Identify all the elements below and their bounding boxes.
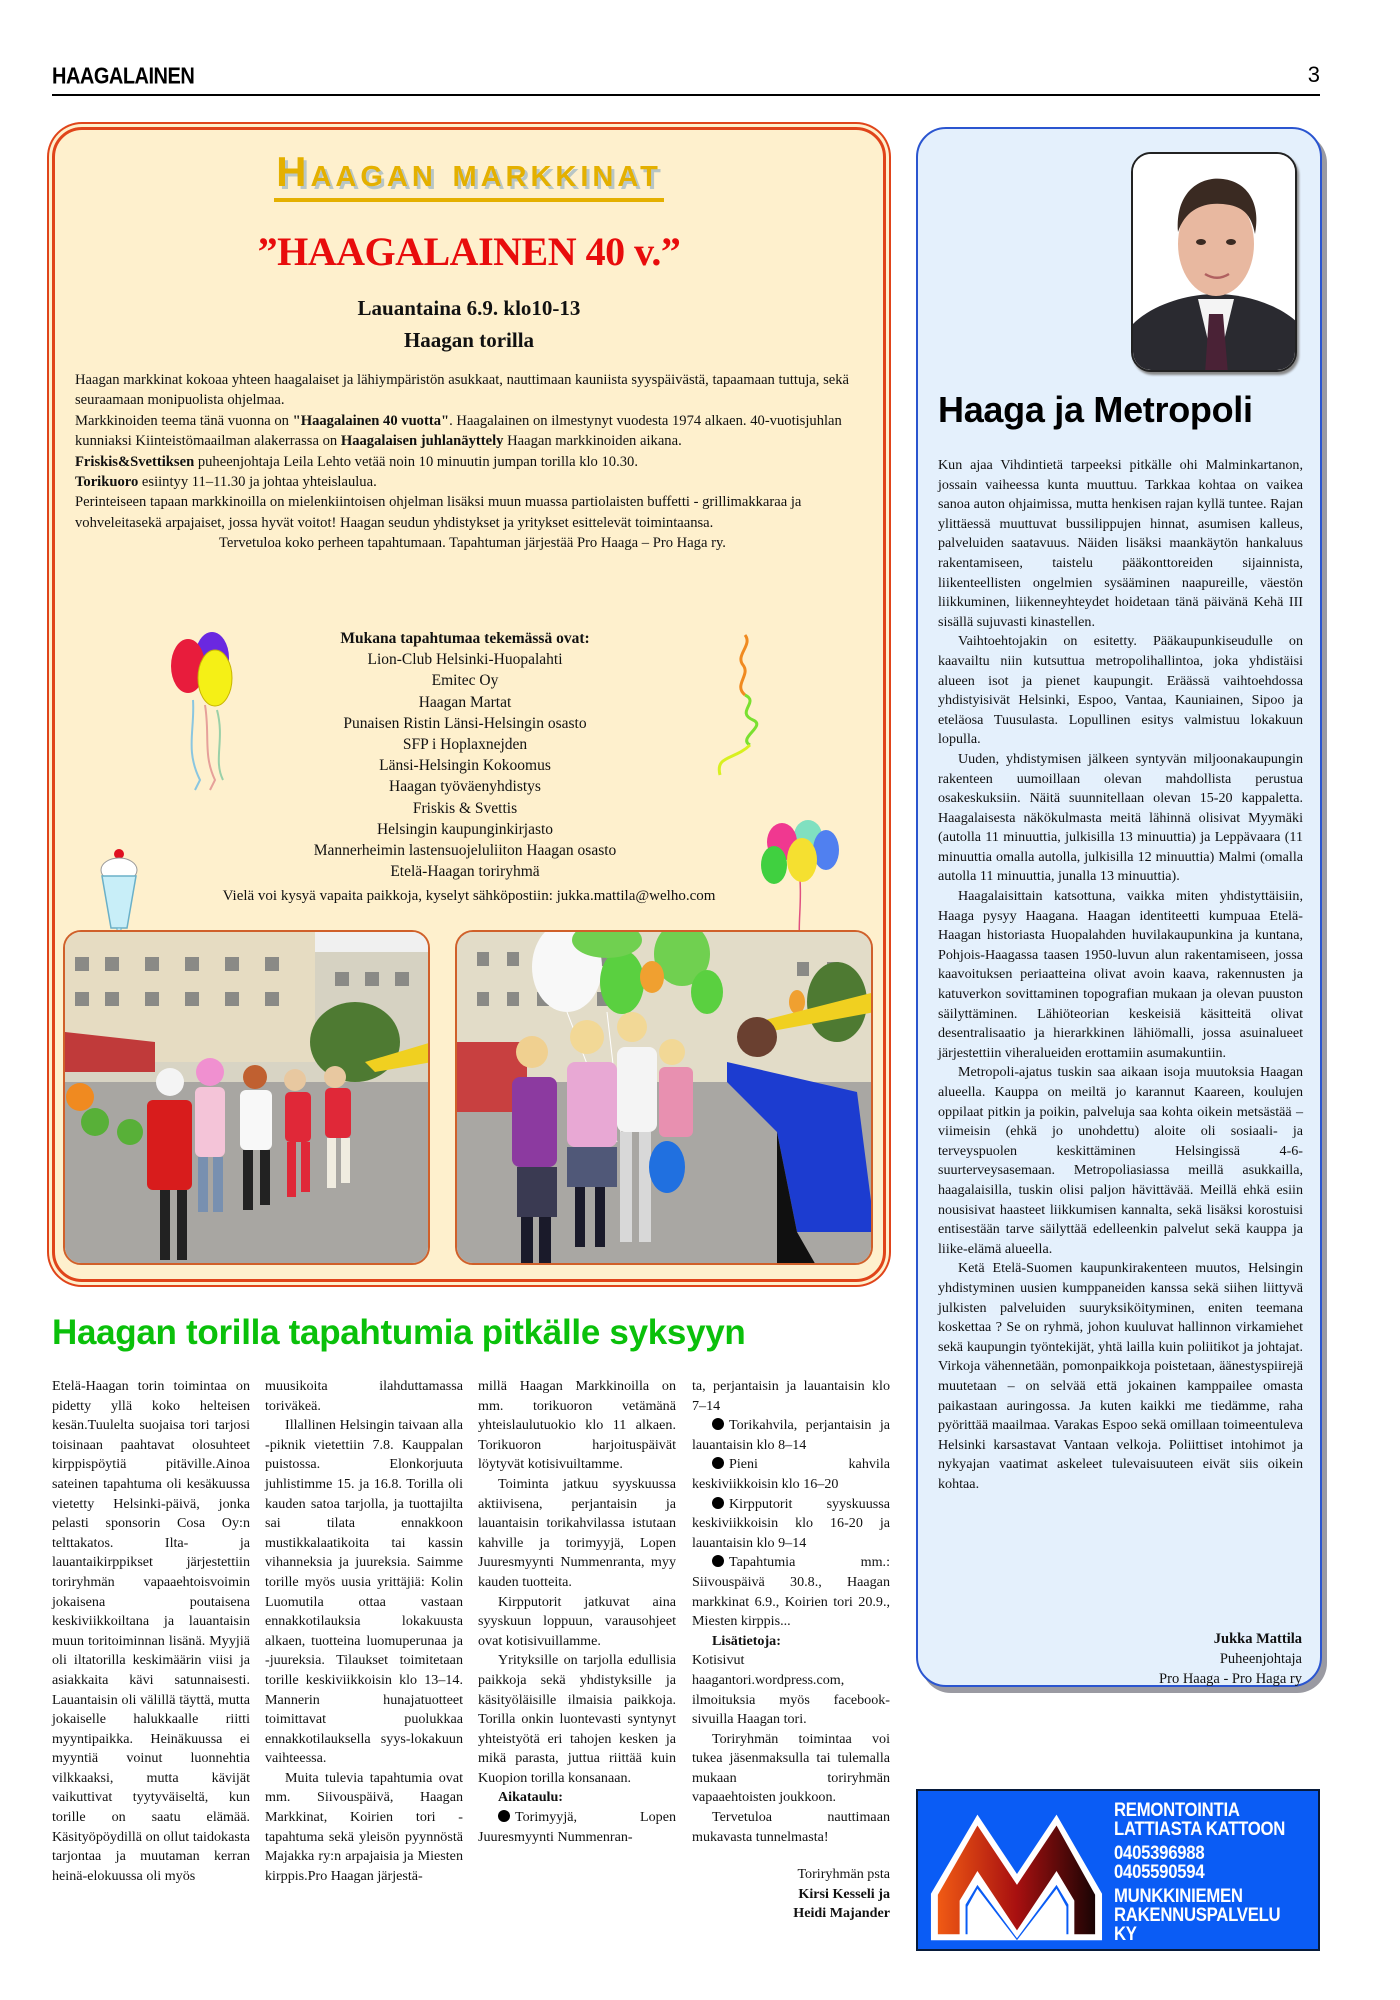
article-paragraph: Toiminta jatkuu syyskuussa aktiivisena, perjantaisin ja lauantaisin torikahvilassa istutaan kahville ja torimyyjä, Lopen Juuresmyynti Nummenranta, myy kauden tuotteita. [478, 1475, 676, 1590]
event-date: Lauantaina 6.9. klo10-13 [357, 296, 581, 320]
masthead-rule [52, 94, 1320, 96]
event-title: ”HAAGALAINEN 40 v.” [257, 229, 681, 274]
schedule-item: Pieni kahvila keskiviikkoisin klo 16–20 [692, 1456, 890, 1492]
schedule-item: Torikahvila, perjantaisin ja lauantaisin klo 8–14 [692, 1417, 890, 1453]
info-heading: Lisätietoja: [712, 1632, 781, 1649]
schedule-item: Kirpputorit syyskuussa keskiviikkoisin klo 16-20 ja lauantaisin klo 9–14 [692, 1495, 890, 1551]
intro-paragraph: Markkinoiden teema tänä vuonna on "Haagalainen 40 vuotta". Haagalainen on ilmestynyt vuodesta 1974 alkaen. 40-vuotisjuhlan kunniaksi Kiinteistömaailman alakerrassa on Haagalaisen juhlanäyttely Haagan markkinoiden aikana. [75, 412, 842, 450]
article-columns [52, 1377, 890, 1977]
bullet-icon [498, 1810, 510, 1822]
signature-line: Toriryhmän psta [797, 1866, 890, 1883]
article-paragraph: muusikoita ilahduttamassa toriväkeä. [265, 1378, 463, 1414]
article-paragraph: millä Haagan Markkinoilla on mm. torikuoron vetämänä yhteislaulutuokio klo 11 alkaen. Torikuoron harjoituspäivät löytyvät kotisivuiltamme. [478, 1378, 676, 1473]
photo-children-image [457, 932, 873, 1265]
photo-dancers-image [65, 932, 430, 1265]
photo-dancers [63, 930, 430, 1265]
schedule-heading: Aikataulu: [498, 1789, 564, 1806]
signature-names: Kirsi Kesseli ja [798, 1885, 890, 1902]
intro-paragraph: Perinteiseen tapaan markkinoilla on mielenkiintoisen ohjelman lisäksi muun muassa partiolaisten buffetti - grillimakkaraa ja vohveleitasekä arpajaiset, jossa hyvät voitot! Haagan seudun yhdistykset ja yritykset esittelevät toimintaansa. [75, 494, 802, 531]
intro-welcome: Tervetuloa koko perheen tapahtumaan. Tapahtuman järjestää Pro Haaga – Pro Haga ry. [219, 535, 726, 552]
partners-list [225, 628, 705, 882]
market-intro [75, 370, 870, 554]
ad-phone[interactable]: 0405396988 [1114, 1843, 1205, 1864]
metro-column-box [916, 127, 1322, 1687]
advertisement[interactable] [916, 1789, 1320, 1951]
metro-body [938, 456, 1303, 1494]
partner-item: Etelä-Haagan toriryhmä [390, 863, 540, 881]
partner-item: Punaisen Ristin Länsi-Helsingin osasto [343, 714, 587, 732]
article-paragraph: Illallinen Helsingin taivaan alla -piknik vietettiin 7.8. Kauppalan puistossa. Elonkorjuuta juhlistimme 15. ja 16.8. Torilla oli kauden satoa tarjolla, ja tuottajilta sai tilata ennakkoon mustikkalaatikoita tai kassin vihanneksia ja juureksia. Saimme torille myös uusia yrittäjiä: Kolin Luomutila ottaa vastaan ennakkotilauksia lokakuusta alkaen, tuotteina luomuperunaa ja -juureksia. Tilaukset toimitetaan torille keskiviikkoisin klo 13–14. Mannerin hunajatuotteet toimittavat puolukkaa ennakkotilauksella syys-lokakuun vaihteessa. [265, 1417, 463, 1767]
newspaper-logo: HAAGALAINEN [52, 64, 195, 90]
metro-paragraph: Vaihtoehtojakin on esitetty. Pääkaupunkiseudulle on kaavailtu niin kutsuttua metropolihallintoa, joka yhdistäisi alueen isot ja pienet kaupungit. Eräässä vaihtoehdossa yhdistyisivät Helsinki, Espoo, Vantaa, Kauniainen, Sipoo ja eteläosa Tuusulasta. Lopullinen esitys valmistuu lokakuun lopulla. [938, 633, 1303, 748]
metro-paragraph: Kun ajaa Vihdintietä tarpeeksi pitkälle ohi Malminkartanon, jossain vaiheessa kunta muuttuu. Tarkkaa kohtaa on vaikea sanoa auton ohjaimissa, mutta henkisen rajan kyllä tuntee. Rajan ylittäessä muuttuvat bussilippujen hinnat, asumisen kalleus, palveluiden saatavuus. Näiden lisäksi maankäytön hankaluus rakentamiseen, taistelu pääkonttoreiden sijainnista, liikenteellisten ongelmien sysääminen naapureille, väestön liikkuminen, liikenneyhteydet hoidetaan tänä päivänä Kehä III sisällä sujuvasti kinastellen. [938, 457, 1303, 630]
streamer-icon [705, 630, 775, 790]
schedule-item: Torimyyjä, Lopen Juuresmyynti Nummenran- [478, 1809, 676, 1845]
partner-item: Friskis & Svettis [412, 799, 518, 817]
bullet-icon [712, 1555, 724, 1567]
schedule-continuation: ta, perjantaisin ja lauantaisin klo 7–14 [692, 1378, 890, 1414]
partner-item: Länsi-Helsingin Kokoomus [379, 757, 551, 775]
partner-item: Helsingin kaupunginkirjasto [376, 820, 554, 838]
intro-paragraph: Haagan markkinat kokoaa yhteen haagalaiset ja lähiympäristön asukkaat, nauttimaan kauniista syyspäivästä, tapaamaan tuttuja, sekä seuraamaan monipuolista ohjelmaa. [75, 372, 850, 409]
article-paragraph: Yrityksille on tarjolla edullisia paikkoja sekä yhdistyksille ja käsityöläisille ilmaisia paikkoja. Torilla onkin luontevasti syntynyt yhteistyötä eri tahojen kesken ja mikä parasta, juttua riittää kuin Kuopion torilla konsanaan. [478, 1652, 676, 1786]
ad-company: RAKENNUSPALVELU KY [1114, 1905, 1281, 1945]
ad-phone[interactable]: 0405590594 [1114, 1862, 1205, 1883]
info-text: Kotisivut haagantori.wordpress.com, ilmoituksia myös facebook-sivuilla Haagan tori. [692, 1652, 890, 1728]
photo-children-balloons [455, 930, 873, 1265]
event-place: Haagan torilla [403, 328, 535, 352]
partner-item: Haagan työväenyhdistys [389, 778, 541, 796]
article-paragraph: Muita tulevia tapahtumia ovat mm. Siivouspäivä, Haagan Markkinat, Koirien tori -tapahtuma sekä yleisön pyynnöstä Majakka ry:n arpajaisia ja Miesten kirppis.Pro Haagan järjestä- [265, 1769, 463, 1884]
schedule-item: Tapahtumia mm.: Siivouspäivä 30.8., Haagan markkinat 6.9., Koirien tori 20.9., Miesten kirppis... [692, 1554, 890, 1630]
metro-paragraph: Uuden, yhdistymisen jälkeen syntyvän miljoonakaupungin rakenteen uumoillaan olevan mahdollista perustua osakeskuksiin. Näitä suunnitellaan olevan 15-20 kappaletta. Haagalaisesta näkökulmasta meitä lähinnä olisivat Myymäki (autolla 11 minuuttia, julkisilla 13 minuuttia) ja Leppävaara (11 minuuttia omalla autolla, julkisilla 12 minuuttia) Malmi (omalla autolla 11 minuuttia, junalla 13 minuuttia). [938, 750, 1303, 885]
article-paragraph: Kirpputorit jatkuvat aina syyskuun loppuun, varausohjeet ovat kotisivuillamme. [478, 1593, 676, 1649]
ad-text [1114, 1801, 1294, 1944]
article-column-3 [478, 1377, 676, 1847]
metro-paragraph: Ketä Etelä-Suomen kaupunkirakenteen muutos, Helsingin yhdistyminen uusien kumppaneiden kanssa sekä siihen liittyvä julkisten palveluiden suuryksiköityminen, eniten teemana koskettaa ? Se on ryhmä, johon kuuluvat hallinnon virkamiehet sekä kaupungin työntekijät, yhtä lailla kuin poliitikot ja johtajat. Virkoja vähennetään, pomonpaikkoja poistetaan, äänestyspiirejä muutetaan – on selvää että jokainen kamppailee omasta paikastaan auringossa. Ja kuten kaikki me tiedämme, raha pyörittää maailmaa. Varakas Espoo sekä omillaan toimeentuleva Helsinki karsastavat Vantaan velkoja. Poliittiset intohimot ja nykyajan vaatimat askeleet tulevaisuuteen eivät siis oikein kohtaa. [938, 1260, 1303, 1492]
article-column-2 [265, 1377, 463, 1886]
metro-signature [1159, 1629, 1302, 1689]
support-text: Toriryhmän toimintaa voi tukea jäsenmaksulla tai tulemalla mukaan toriryhmän vapaaehtoisten joukkoon. [692, 1730, 890, 1806]
metro-paragraph: Metropoli-ajatus tuskin saa aikaan isoja muutoksia Haagan alueella. Kauppa on meiltä jo karannut Kaareen, koulujen oppilaat pitkin ja poikin, palveluja saa kohta oikein metsästää – viimeisin (ehkä jo unohdettu) aloite oli sosiaali- ja terveyspuolen keskittäminen Helsingissä 4-6- suurterveysasemaan. Metropoliasiassa meillä asukkailla, haagalaisilla, tuskin olisi paljon hävittävää. Meillä ehkä esiin nousisivat haasteet liikkumisen kannalta, sekä lisäksi korostuisi entisestään tarve säilyttää edelleenkin palvelut sekä kauppa ja liike-elämä alueella. [938, 1064, 1303, 1257]
partner-item: Mannerheimin lastensuojeluliiton Haagan osasto [313, 842, 617, 860]
article-headline: Haagan torilla tapahtumia pitkälle syksyyn [52, 1313, 746, 1352]
author-role: Puheenjohtaja [1219, 1651, 1302, 1667]
ad-slogan: LATTIASTA KATTOON [1114, 1819, 1286, 1840]
market-title: Haagan markkinat [55, 148, 883, 202]
bullet-icon [712, 1418, 724, 1430]
partner-item: SFP i Hoplaxnejden [402, 736, 528, 754]
market-announcement-box [52, 127, 886, 1282]
portrait-image [1133, 154, 1297, 372]
author-org: Pro Haaga - Pro Haga ry [1159, 1671, 1302, 1687]
author-name: Jukka Mattila [1213, 1631, 1302, 1647]
contact-line: Vielä voi kysyä vapaita paikkoja, kyselyt sähköpostiin: jukka.mattila@welho.com [222, 888, 716, 904]
partner-item: Emitec Oy [431, 672, 499, 690]
bullet-icon [712, 1497, 724, 1509]
ad-slogan: REMONTOINTIA [1114, 1800, 1240, 1821]
page-number: 3 [1307, 62, 1320, 87]
welcome-text: Tervetuloa nauttimaan mukavasta tunnelmasta! [692, 1809, 890, 1845]
intro-paragraph: Torikuoro esiintyy 11–11.30 ja johtaa yhteislaulua. [75, 474, 377, 491]
signature-names: Heidi Majander [793, 1905, 890, 1922]
partners-heading: Mukana tapahtumaa tekemässä ovat: [340, 630, 590, 647]
metro-title: Haaga ja Metropoli [938, 389, 1253, 430]
partner-item: Haagan Martat [418, 693, 512, 711]
article-paragraph: Etelä-Haagan torin toimintaa on pidetty yllä koko helteisen kesän.Tuulelta suojaisa tori tarjosi toisinaan paahtavat olosuhteet kirppispöytiä pitäville.Ainoa sateinen tapahtuma oli kesäkuussa vietetty Helsinki-päivä, jonka pelasti sponsorin Cosa Oy:n telttakatos. Ilta- ja lauantaikirppikset järjestettiin toriryhmän vapaaehtoisvoimin jokaisena poutaisena keskiviikkoiltana ja lauantaisin muun toritoiminnan lisänä. Myyjiä oli iltatorilla keskimäärin viisi ja asiakkaita kävi satunnaisesti. Lauantaisin oli välillä täyttä, mutta jokaiselle halukkaalle riitti myyntipaikka. Heinäkuussa ei myyntiä voinut luonnehtia vilkkaaksi, mutta kävijät vaikuttivat tyytyväiseltä, kun torille on saatu elämää. Käsityöpöydillä on ollut taidokasta tarjontaa ja muutaman kerran heinä-elokuussa oli myös [52, 1378, 250, 1884]
article-column-4 [692, 1377, 890, 1924]
house-logo-icon [926, 1799, 1104, 1945]
partner-item: Lion-Club Helsinki-Huopalahti [367, 651, 563, 669]
masthead [52, 64, 1320, 96]
metro-paragraph: Haagalaisittain katsottuna, vaikka miten yhdistyttäisiin, Haaga pysyy Haagana. Haagan identiteetti kumpuaa Etelä-Haagan historiasta Huopalahden huvilakaupunkina ja kuntana, Pohjois-Haagassa taasen 1950-luvun alun rakentamiseen, jossa kaavoituksen periaatteina olivat avoin kaava, rakennusten ja katuverkon sovittaminen topografian mukaan ja olevan puuston säilyttäminen. Lähiöteorian keskeisiä käsitteitä olivat desentralisaatio ja hierarkkinen lähiömalli, jossa asuinalueet järjestettiin viheralueiden erottamiin asumakuntiin. [938, 888, 1303, 1061]
author-portrait [1131, 152, 1297, 372]
bullet-icon [712, 1457, 724, 1469]
ad-company: MUNKKINIEMEN [1114, 1886, 1243, 1907]
intro-paragraph: Friskis&Svettiksen puheenjohtaja Leila Lehto vetää noin 10 minuutin jumpan torilla klo 10.30. [75, 453, 638, 470]
article-column-1 [52, 1377, 250, 1886]
